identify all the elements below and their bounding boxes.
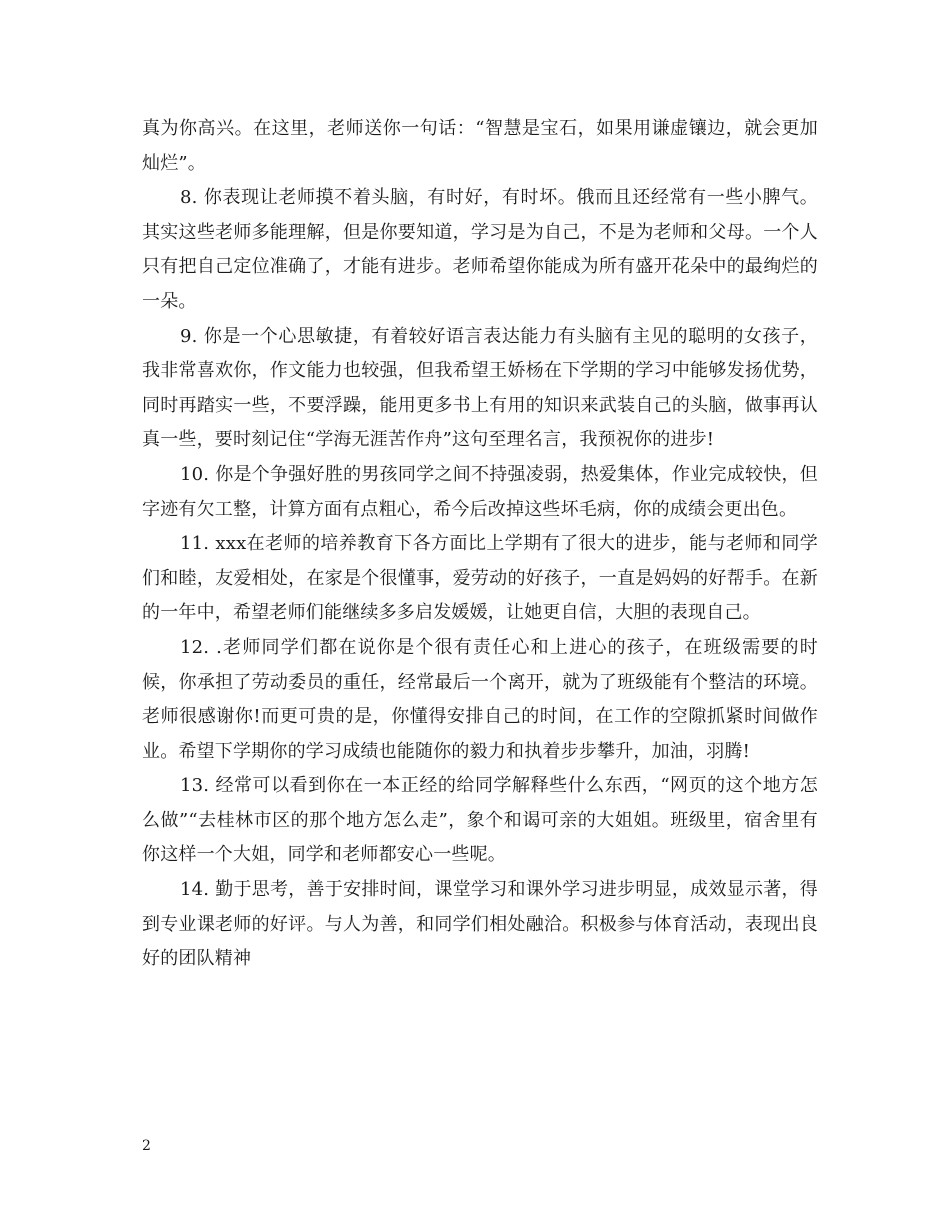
page-body xyxy=(142,112,818,977)
paragraph-comment-10: 10. 你是个争强好胜的男孩同学之间不持强凌弱，热爱集体，作业完成较快，但字迹有欠工整，计算方面有点粗心，希今后改掉这些坏毛病，你的成绩会更出色。 xyxy=(142,463,818,520)
paragraph-comment-8: 8. 你表现让老师摸不着头脑，有时好，有时坏。俄而且还经常有一些小脾气。其实这些老师多能理解，但是你要知道，学习是为自己，不是为老师和父母。一个人只有把自己定位准确了，才能有进步。老师希望你能成为所有盛开花朵中的最绚烂的一朵。 xyxy=(142,187,818,312)
page-number: 2 xyxy=(142,1138,151,1154)
paragraph-comment-9: 9. 你是一个心思敏捷，有着较好语言表达能力有头脑有主见的聪明的女孩子，我非常喜欢你，作文能力也较强，但我希望王娇杨在下学期的学习中能够发扬优势，同时再踏实一些，不要浮躁，能用更多书上有用的知识来武装自己的头脑，做事再认真一些，要时刻记住“学海无涯苦作舟”这句至理名言，我预祝你的进步! xyxy=(142,325,818,451)
paragraph-comment-12: 12. .老师同学们都在说你是个很有责任心和上进心的孩子，在班级需要的时候，你承担了劳动委员的重任，经常最后一个离开，就为了班级能有个整洁的环境。老师很感谢你!而更可贵的是，你懂得安排自己的时间，在工作的空隙抓紧时间做作业。希望下学期你的学习成绩也能随你的毅力和执着步步攀升，加油，羽腾! xyxy=(142,636,818,762)
paragraph-comment-13: 13. 经常可以看到你在一本正经的给同学解释些什么东西，“网页的这个地方怎么做”“去桂林市区的那个地方怎么走”，象个和谒可亲的大姐姐。班级里，宿舍里有你这样一个大姐，同学和老师都安心一些呢。 xyxy=(142,775,818,866)
paragraph-continued: 真为你高兴。在这里，老师送你一句话：“智慧是宝石，如果用谦虚镶边，就会更加灿烂”。 xyxy=(142,118,818,174)
paragraph-comment-11: 11. xxx在老师的培养教育下各方面比上学期有了很大的进步，能与老师和同学们和睦，友爱相处，在家是个很懂事，爱劳动的好孩子，一直是妈妈的好帮手。在新的一年中，希望老师们能继续多多启发媛媛，让她更自信，大胆的表现自己。 xyxy=(142,533,818,624)
paragraph-comment-14: 14. 勤于思考，善于安排时间，课堂学习和课外学习进步明显，成效显示著，得到专业课老师的好评。与人为善，和同学们相处融洽。积极参与体育活动，表现出良好的团队精神 xyxy=(142,879,818,970)
